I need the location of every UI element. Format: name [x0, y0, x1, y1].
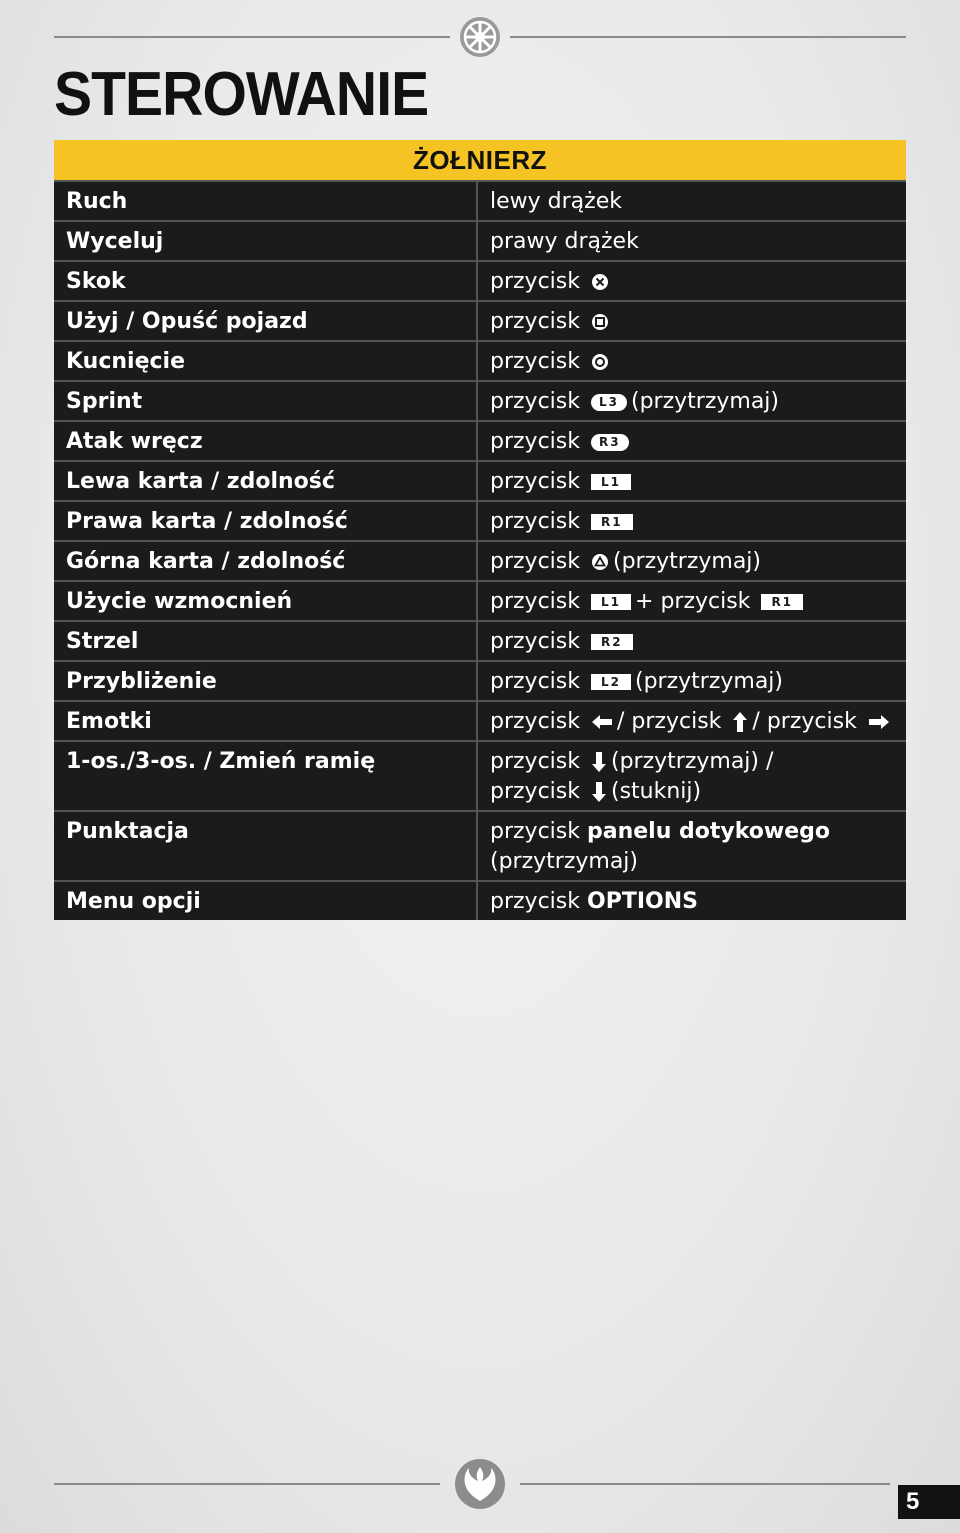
page-title: STEROWANIE: [54, 60, 429, 129]
hold-text: (przytrzymaj): [635, 669, 784, 694]
button-word: przycisk: [490, 779, 580, 804]
button-word: przycisk: [490, 389, 580, 414]
control-cell: [478, 462, 906, 500]
action-label: Wyceluj: [54, 222, 478, 260]
bottom-rule-right: [520, 1483, 890, 1485]
button-word: przycisk: [490, 819, 580, 844]
control-cell: [478, 582, 906, 620]
hold-text: (przytrzymaj): [613, 549, 762, 574]
control-cell: [478, 542, 906, 580]
l1-icon: L1: [591, 474, 631, 490]
action-label: Ruch: [54, 182, 478, 220]
dpad-left-icon: [591, 714, 613, 730]
control-text: lewy drążek: [490, 189, 622, 214]
hold-text: (przytrzymaj): [490, 849, 639, 874]
section-header: ŻOŁNIERZ: [54, 140, 906, 180]
action-label: Sprint: [54, 382, 478, 420]
button-word: przycisk: [490, 629, 580, 654]
table-row: [54, 500, 906, 540]
control-cell: [478, 882, 906, 920]
button-word: przycisk: [490, 509, 580, 534]
table-row: [54, 540, 906, 580]
table-row: [54, 260, 906, 300]
touchpad-label: panelu dotykowego: [587, 819, 831, 844]
r3-icon: R3: [591, 434, 629, 451]
action-label: Menu opcji: [54, 882, 478, 920]
action-label: Strzel: [54, 622, 478, 660]
r2-icon: R2: [591, 634, 633, 650]
control-cell: [478, 502, 906, 540]
top-rule-left: [54, 36, 450, 38]
table-row: [54, 810, 906, 880]
button-word: przycisk: [490, 309, 580, 334]
cross-icon: [591, 273, 609, 291]
table-row: [54, 460, 906, 500]
button-word: przycisk: [490, 469, 580, 494]
l2-icon: L2: [591, 674, 631, 690]
button-word: przycisk: [490, 589, 580, 614]
button-word: przycisk: [660, 589, 751, 614]
table-row: [54, 180, 906, 220]
control-cell: [478, 422, 906, 460]
button-word: przycisk: [490, 669, 580, 694]
action-label: Górna karta / zdolność: [54, 542, 478, 580]
control-text: prawy drążek: [490, 229, 639, 254]
table-row: [54, 340, 906, 380]
hold-text: (przytrzymaj): [611, 749, 760, 774]
tap-text: (stuknij): [611, 779, 702, 804]
circle-icon: [591, 353, 609, 371]
table-row: [54, 420, 906, 460]
button-word: przycisk: [631, 709, 722, 734]
controls-table: [54, 140, 906, 920]
dpad-up-icon: [732, 711, 748, 733]
l1-icon: L1: [591, 594, 631, 610]
button-word: przycisk: [490, 269, 580, 294]
slash-text: /: [617, 709, 625, 734]
page-number: 5: [898, 1485, 960, 1519]
control-cell: [478, 262, 906, 300]
table-row: [54, 300, 906, 340]
button-word: przycisk: [490, 429, 580, 454]
action-label: 1-os./3-os. / Zmień ramię: [54, 742, 478, 810]
dpad-down-icon: [591, 751, 607, 773]
r1-icon: R1: [761, 594, 803, 610]
dpad-right-icon: [868, 714, 890, 730]
control-cell: [478, 742, 906, 810]
l3-icon: L3: [591, 394, 627, 411]
table-row: [54, 660, 906, 700]
triangle-icon: [591, 553, 609, 571]
hold-text: (przytrzymaj): [631, 389, 780, 414]
action-label: Punktacja: [54, 812, 478, 880]
button-word: przycisk: [766, 709, 857, 734]
slash-text: /: [766, 749, 774, 774]
slash-text: /: [752, 709, 760, 734]
action-label: Atak wręcz: [54, 422, 478, 460]
r1-icon: R1: [591, 514, 633, 530]
empire-emblem-icon: [460, 17, 500, 57]
action-label: Użycie wzmocnień: [54, 582, 478, 620]
table-row: [54, 620, 906, 660]
button-word: przycisk: [490, 749, 580, 774]
action-label: Kucnięcie: [54, 342, 478, 380]
control-cell: [478, 342, 906, 380]
action-label: Emotki: [54, 702, 478, 740]
button-word: przycisk: [490, 709, 580, 734]
button-word: przycisk: [490, 349, 580, 374]
bottom-rule-left: [54, 1483, 440, 1485]
table-row: [54, 380, 906, 420]
options-label: OPTIONS: [587, 889, 698, 914]
square-icon: [591, 313, 609, 331]
control-cell: [478, 662, 906, 700]
table-row: [54, 700, 906, 740]
action-label: Prawa karta / zdolność: [54, 502, 478, 540]
action-label: Lewa karta / zdolność: [54, 462, 478, 500]
table-row: [54, 740, 906, 810]
plus-sign: +: [635, 589, 654, 614]
table-row: [54, 580, 906, 620]
top-rule-right: [510, 36, 906, 38]
control-cell: [478, 812, 906, 880]
button-word: przycisk: [490, 549, 580, 574]
action-label: Przybliżenie: [54, 662, 478, 700]
table-row: [54, 880, 906, 920]
control-cell: [478, 382, 906, 420]
rebel-emblem-icon: [455, 1459, 505, 1509]
control-cell: [478, 702, 906, 740]
control-cell: [478, 622, 906, 660]
action-label: Użyj / Opuść pojazd: [54, 302, 478, 340]
table-row: [54, 220, 906, 260]
button-word: przycisk: [490, 889, 580, 914]
control-cell: [478, 302, 906, 340]
action-label: Skok: [54, 262, 478, 300]
dpad-down-icon: [591, 781, 607, 803]
